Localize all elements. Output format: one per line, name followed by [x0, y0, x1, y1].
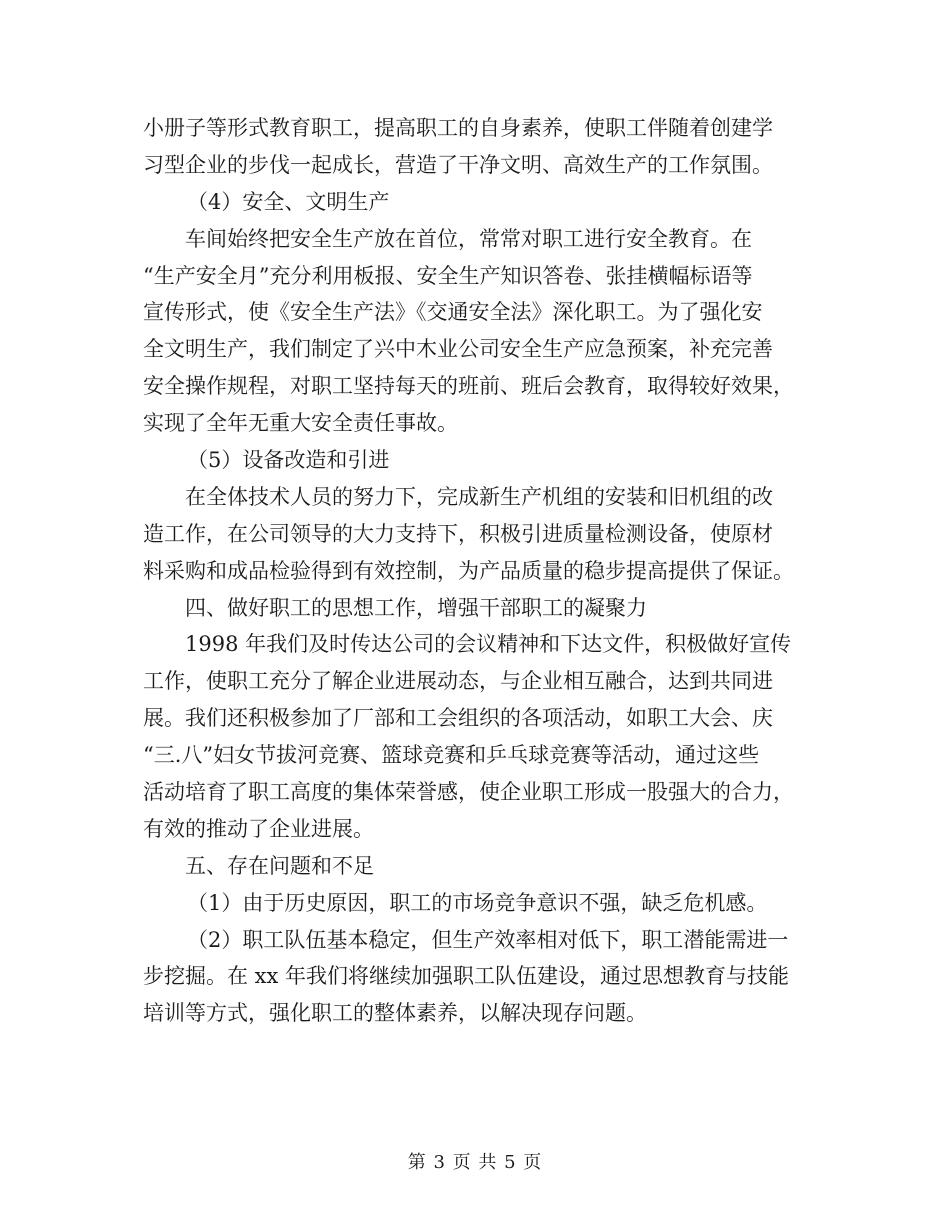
text-line: 安全操作规程，对职工坚持每天的班前、班后会教育，取得较好效果， — [143, 374, 794, 399]
text-line: 实现了全年无重大安全责任事故。 — [143, 411, 458, 436]
text-line: 培训等方式，强化职工的整体素养，以解决现存问题。 — [143, 1001, 647, 1026]
text-line: （4）安全、文明生产 — [187, 189, 390, 214]
page-number-footer: 第 3 页 共 5 页 — [407, 1152, 543, 1173]
text-line: 步挖掘。在 xx 年我们将继续加强职工队伍建设，通过思想教育与技能 — [143, 964, 790, 989]
text-line: 习型企业的步伐一起成长，营造了干净文明、高效生产的工作氛围。 — [143, 152, 773, 177]
text-line: （1）由于历史原因，职工的市场竞争意识不强，缺乏危机感。 — [187, 890, 768, 915]
text-line: 车间始终把安全生产放在首位，常常对职工进行安全教育。在 — [185, 226, 752, 251]
text-line: 小册子等形式教育职工，提高职工的自身素养，使职工伴随着创建学 — [143, 116, 773, 140]
text-line: 造工作，在公司领导的大力支持下，积极引进质量检测设备，使原材 — [143, 521, 773, 546]
text-line: 在全体技术人员的努力下，完成新生产机组的安装和旧机组的改 — [185, 484, 773, 509]
text-line: 五、存在问题和不足 — [185, 853, 374, 878]
text-line: 1998 年我们及时传达公司的会议精神和下达文件，积极做好宣传 — [185, 632, 792, 657]
document-body — [143, 110, 813, 1032]
text-line: 有效的推动了企业进展。 — [143, 816, 374, 841]
text-line: “三.八”妇女节拔河竞赛、篮球竞赛和乒乓球竞赛等活动，通过这些 — [143, 743, 760, 768]
text-line: 料采购和成品检验得到有效控制，为产品质量的稳步提高提供了保证。 — [143, 558, 794, 583]
text-line: 四、做好职工的思想工作，增强干部职工的凝聚力 — [185, 595, 647, 620]
text-line: 活动培育了职工高度的集体荣誉感，使企业职工形成一股强大的合力， — [143, 780, 794, 805]
text-line: 宣传形式，使《安全生产法》《交通安全法》深化职工。为了强化安 — [143, 300, 763, 325]
text-line: 全文明生产，我们制定了兴中木业公司安全生产应急预案，补充完善 — [143, 337, 773, 362]
text-line: （5）设备改造和引进 — [187, 448, 390, 473]
text-line: （2）职工队伍基本稳定，但生产效率相对低下，职工潜能需进一 — [187, 927, 789, 952]
text-line: “生产安全月”充分利用板报、安全生产知识答卷、张挂横幅标语等 — [143, 263, 753, 288]
text-line: 工作，使职工充分了解企业进展动态，与企业相互融合，达到共同进 — [143, 669, 773, 694]
text-line: 展。我们还积极参加了厂部和工会组织的各项活动，如职工大会、庆 — [143, 706, 773, 731]
